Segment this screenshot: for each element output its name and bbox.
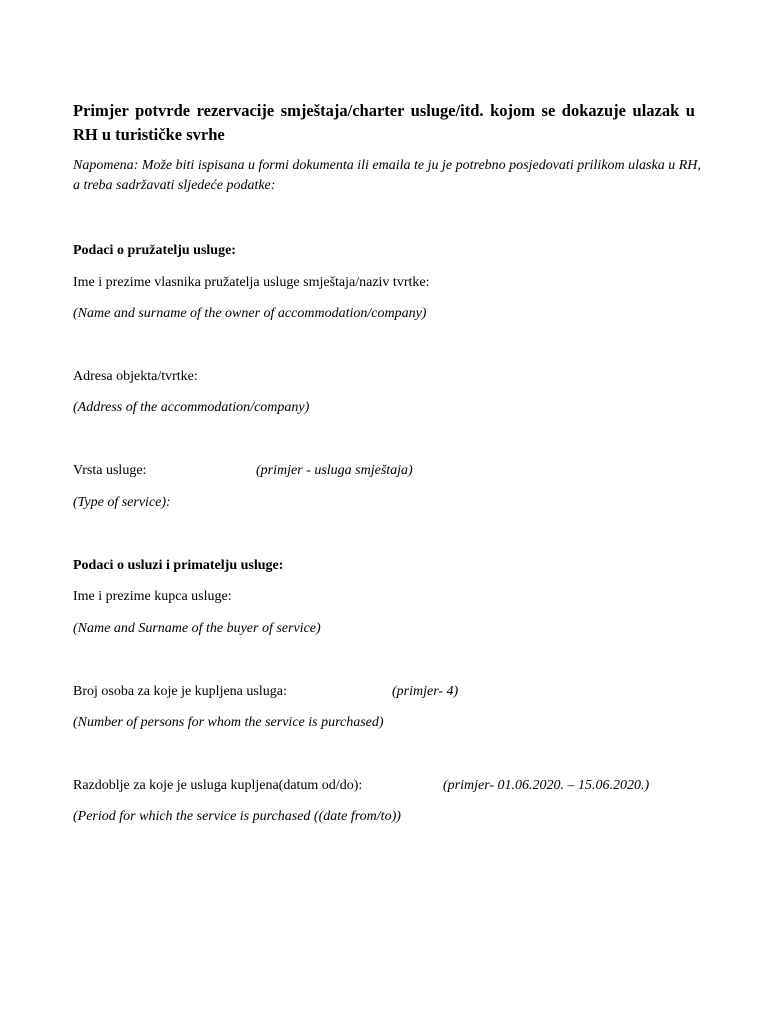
address-label-en: (Address of the accommodation/company) (73, 400, 310, 415)
buyer-label: Ime i prezime kupca usluge: (73, 589, 232, 604)
service-type-label: Vrsta usluge: (73, 463, 147, 478)
persons-label: Broj osoba za koje je kupljena usluga: (73, 684, 287, 699)
owner-label-en: (Name and surname of the owner of accommodation/company) (73, 306, 427, 321)
service-type-example: (primjer - usluga smještaja) (256, 463, 413, 478)
persons-label-en: (Number of persons for whom the service is purchased) (73, 715, 384, 730)
period-label-en: (Period for which the service is purchased ((date from/to)) (73, 809, 401, 824)
period-example: (primjer- 01.06.2020. – 15.06.2020.) (443, 778, 650, 793)
document-title: Primjer potvrde rezervacije smještaja/charter usluge/itd. kojom se dokazuje ulazak u RH u turističke svrhe (73, 101, 695, 144)
provider-section-heading: Podaci o pružatelju usluge: (73, 243, 236, 258)
period-label: Razdoblje za koje je usluga kupljena(datum od/do): (73, 778, 363, 793)
recipient-section-heading: Podaci o usluzi i primatelju usluge: (73, 558, 284, 573)
address-label: Adresa objekta/tvrtke: (73, 369, 198, 384)
buyer-label-en: (Name and Surname of the buyer of service) (73, 621, 321, 636)
owner-label: Ime i prezime vlasnika pružatelja usluge smještaja/naziv tvrtke: (73, 275, 430, 290)
service-type-label-en: (Type of service): (73, 495, 171, 510)
persons-example: (primjer- 4) (392, 684, 459, 699)
document-note: Napomena: Može biti ispisana u formi dokumenta ili emaila te ju je potrebno posjedovati prilikom ulaska u RH, a treba sadržavati sljedeće podatke: (73, 158, 701, 193)
